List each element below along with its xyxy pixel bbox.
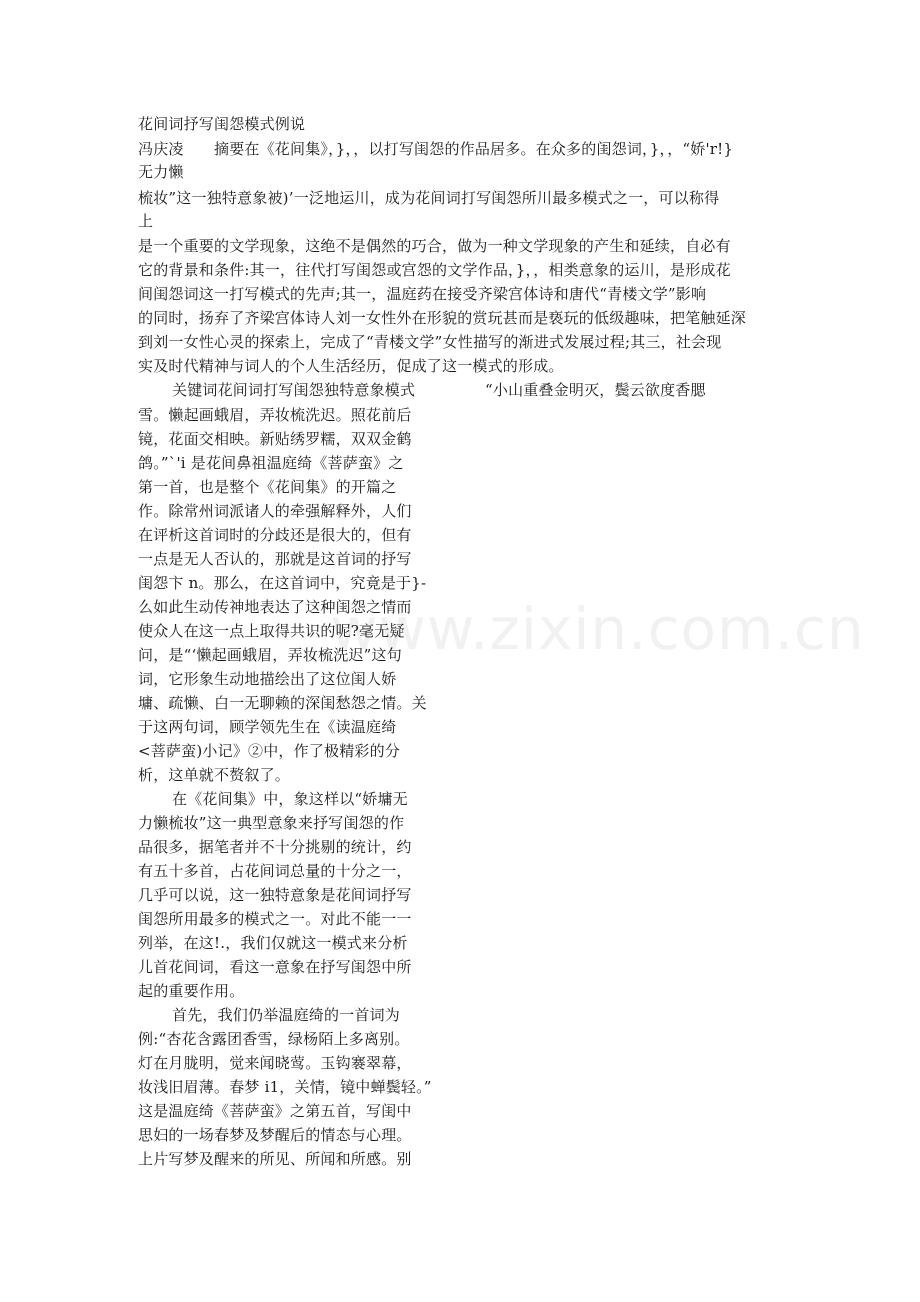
abstract-line: 的同时，扬弃了齐梁宫体诗人刘一女性外在形貌的赏玩甚而是亵玩的低级趣味，把笔触延深 xyxy=(138,309,747,327)
body-line: 镜，花面交相映。新贴绣罗糯，双双金鹤 xyxy=(138,430,412,448)
paragraph-start: 首先，我们仍举温庭绮的一首词为 xyxy=(172,1006,401,1024)
body-line: 这是温庭绮《菩萨蛮》之第五首，写闺中 xyxy=(138,1102,412,1120)
body-line: 在评析这首词时的分歧还是很大的，但有 xyxy=(138,526,412,544)
paragraph-start: 在《花间集》中，象这样以“娇墉无 xyxy=(172,790,408,808)
keywords-line: 关键词花间词打写闺怨独特意象模式 xyxy=(172,381,416,399)
abstract-line: 到刘一女性心灵的探索上，完成了“青楼文学”女性描写的渐进式发展过程;其三，社会现 xyxy=(138,333,722,351)
body-line: 雪。懒起画蛾眉，弄妆梳洗迟。照花前后 xyxy=(138,406,412,424)
body-line: 列举，在这!.，我们仅就这一模式来分析 xyxy=(138,934,408,952)
body-line: 第一首，也是整个《花间集》的开篇之 xyxy=(138,478,397,496)
body-line: 鸽。”`'i 是花间鼻祖温庭绮《菩萨蛮》之 xyxy=(138,454,404,472)
body-line: 品很多，据笔者并不十分挑剔的统计，约 xyxy=(138,838,412,856)
body-line: 妆浅旧眉薄。春梦 i1，关情，镜中蝉鬓轻。” xyxy=(138,1078,432,1096)
watermark: www.zixin.com.cn xyxy=(330,595,865,663)
abstract-line: 梳妆”这一独特意象被)’一泛地运川，成为花间词打写闺怨所川最多模式之一，可以称得 xyxy=(138,189,720,207)
body-line: 析，这单就不赘叙了。 xyxy=(138,766,291,784)
article-title: 花间词抒写闺怨模式例说 xyxy=(138,115,306,133)
body-line: 起的重要作用。 xyxy=(138,982,245,1000)
abstract-line: 实及时代精神与词人的个人生活经历，促成了这一模式的形成。 xyxy=(138,357,564,375)
body-line: 闺怨卞 n。那么，在这首词中，究竟是于}- xyxy=(138,574,427,592)
author-abstract-line: 冯庆凌 摘要在《花间集》，}，，以打写闺怨的作品居多。在众多的闺怨词，}，，“娇'r!} xyxy=(138,140,734,158)
body-line: 问，是“‘懒起画蛾眉，弄妆梳洗迟”这句 xyxy=(138,646,402,664)
body-line: 几乎可以说，这一独特意象是花间词抒写 xyxy=(138,886,412,904)
body-line: 力懒梳妆”这一典型意象来抒写闺怨的作 xyxy=(138,814,405,832)
body-line: 于这两句词，顾学领先生在《读温庭绮 xyxy=(138,718,397,736)
abstract-line: 是一个重要的文学现象，这绝不是偶然的巧合，做为一种文学现象的产生和延续，自必有 xyxy=(138,237,731,255)
abstract-line: 上 xyxy=(138,212,154,230)
abstract-line: 无力懒 xyxy=(138,163,184,181)
body-line: 灯在月胧明，觉来闻晓莺。玉钩褰翠幕， xyxy=(138,1054,412,1072)
body-line: 思妇的一场春梦及梦醒后的情态与心理。 xyxy=(138,1126,412,1144)
body-line: 儿首花间词，看这一意象在抒写闺怨中所 xyxy=(138,958,412,976)
body-line: <菩萨蛮)小记》②中，作了极精彩的分 xyxy=(138,742,401,760)
body-line: 作。除常州词派诸人的牵强解释外，人们 xyxy=(138,502,412,520)
body-line: 词，它形象生动地描绘出了这位闺人娇 xyxy=(138,670,397,688)
body-line: 墉、疏懒、白一无聊赖的深闺愁怨之情。关 xyxy=(138,694,427,712)
body-line: 一点是无人否认的，那就是这首词的抒写 xyxy=(138,550,412,568)
body-line: 例:“杏花含露团香雪，绿杨陌上多离别。 xyxy=(138,1030,410,1048)
abstract-line: 它的背景和条件:其一，往代打写闺怨或宫怨的文学作品，}，，相类意象的运川，是形成花 xyxy=(138,261,731,279)
body-line: 么如此生动传神地表达了这种闺怨之情而 xyxy=(138,598,412,616)
abstract-line: 间闺怨词这一打写模式的先声;其一，温庭药在接受齐梁宫体诗和唐代“青楼文学”影响 xyxy=(138,285,707,303)
body-line: 闺怨所用最多的模式之一。对此不能一一 xyxy=(138,910,412,928)
right-column-line: “小山重叠金明灭，鬓云欲度香腮 xyxy=(485,381,706,399)
body-line: 上片写梦及醒来的所见、所闻和所感。别 xyxy=(138,1150,412,1168)
body-line: 有五十多首，占花间词总量的十分之一， xyxy=(138,862,412,880)
body-line: 使众人在这一点上取得共识的呢?毫无疑 xyxy=(138,622,405,640)
